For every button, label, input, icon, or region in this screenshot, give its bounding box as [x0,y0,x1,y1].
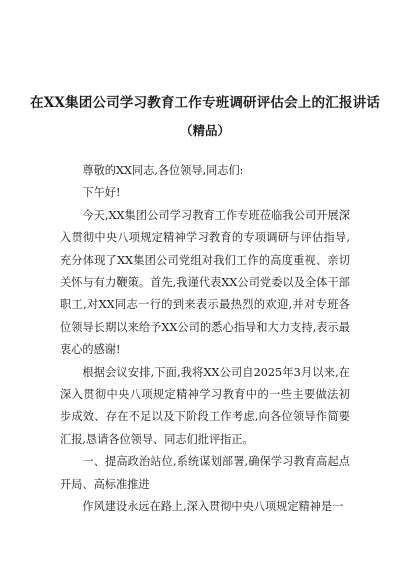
salutation-paragraph: 尊敬的XX同志,各位领导,同志们: [82,164,244,177]
document-title: 在XX集团公司学习教育工作专班调研评估会上的汇报讲话 [30,95,380,111]
body-paragraph: 作风建设永远在路上,深入贯彻中央八项规定精神是一 [82,500,344,514]
document-subtitle: （精品） [179,123,230,138]
agenda-paragraph: 根据会议安排,下面,我将XX公司自2025年3月以来,在深入贯彻中央八项规定精神学习教育中的一些主要做法初步成效、存在不足以及下阶段工作考虑,向各位领导作简要汇报,恳请各位领导、同志们批评指正。 [60,365,350,446]
welcome-paragraph: 今天,XX集团公司学习教育工作专班莅临我公司开展深入贯彻中央八项规定精神学习教育的专项调研与评估指导,充分体现了XX集团公司党组对我们工作的高度重视、亲切关怀与有力鞭策。首先,我谨代表XX公司党委以及全体干部职工,对XX同志一行的到来表示最热烈的欢迎,并对专班各位领导长期以来给予XX公司的悉心指导和大力支持,表示最衷心的感谢! [60,208,350,357]
section-heading-paragraph: 一、提高政治站位,系统谋划部署,确保学习教育高起点开局、高标准推进 [60,455,350,491]
greeting-paragraph: 下午好! [82,186,121,200]
document-body [60,160,350,519]
